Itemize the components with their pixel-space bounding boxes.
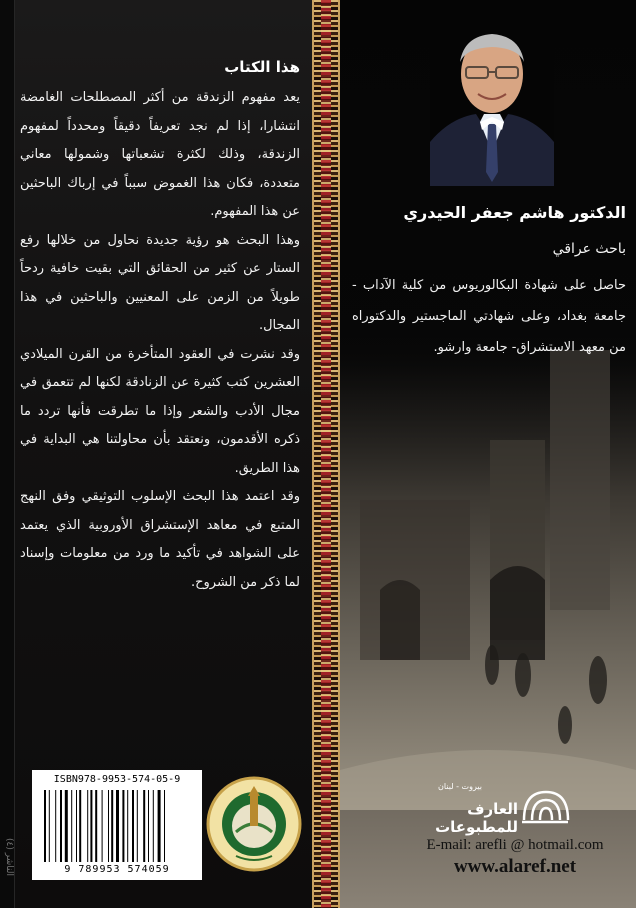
about-paragraph: وهذا البحث هو رؤية جديدة نحاول من خلالها رفع الستار عن كثير من الحقائق التي بقيت خافية ردحاً طويلاً من الزمن على المعنيين والباحثين في هذا المجال.	[20, 232, 300, 333]
publisher-website: www.alaref.net	[453, 856, 577, 877]
author-bio: حاصل على شهادة البكالوريوس من كلية الآداب - جامعة بغداد، وعلى شهادتي الماجستير والدكتوراه من معهد الاستشراق- جامعة وارشو.	[352, 278, 626, 355]
barcode-number: 9 789953 574059	[64, 864, 170, 875]
about-paragraph: يعد مفهوم الزندقة من أكثر المصطلحات الغامضة انتشارا، إذا لم نجد تعريفاً دقيقاً ومحدداً لمفهوم الزندقة، وذلك لكثرة تشعباتها وشمولها معاني متعددة، فكان هذا الغموض سبباً في إرباك الباحثين عن هذا المفهوم.	[20, 90, 300, 219]
publisher-city: بيروت - لبنان	[438, 782, 482, 791]
about-book-text	[20, 84, 300, 597]
about-paragraph: وقد نشرت في العقود المتأخرة من القرن الميلادي العشرين كتب كثيرة عن الزنادقة لكنها لم تتعمق في مجال الأدب والشعر وإذا ما تطرقت فأنها تردد ما ذكره الأقدمون، ونعتقد بأن محاولتنا هي البداية في هذا الطريق.	[20, 346, 300, 476]
publisher-name: العارف للمطبوعات	[435, 800, 518, 836]
author-title: باحث عراقي	[552, 241, 626, 257]
ornamental-border	[312, 0, 340, 908]
about-book-title: هذا الكتاب	[224, 58, 300, 76]
spine-edge	[0, 0, 15, 908]
seal-logo	[206, 776, 302, 872]
barcode-lines	[42, 790, 192, 862]
publisher-email: E-mail: arefli @ hotmail.com	[426, 837, 604, 853]
isbn-label: ISBN978-9953-574-05-9	[53, 774, 181, 785]
author-name: الدكتور هاشم جعفر الحيدري	[403, 203, 626, 222]
isbn-barcode	[32, 770, 202, 880]
spine-text: الناشر (٤)	[4, 838, 14, 876]
author-photo	[430, 22, 554, 186]
about-paragraph: وقد اعتمد هذا البحث الإسلوب التوثيقي وفق النهج المتبع في معاهد الإستشراق الأوروبية الذي يعتمد على الشواهد في تأكيد ما ورد من معلومات وإسناد لما ذكر من الشروح.	[20, 489, 300, 590]
street-sketch-image	[340, 330, 636, 810]
